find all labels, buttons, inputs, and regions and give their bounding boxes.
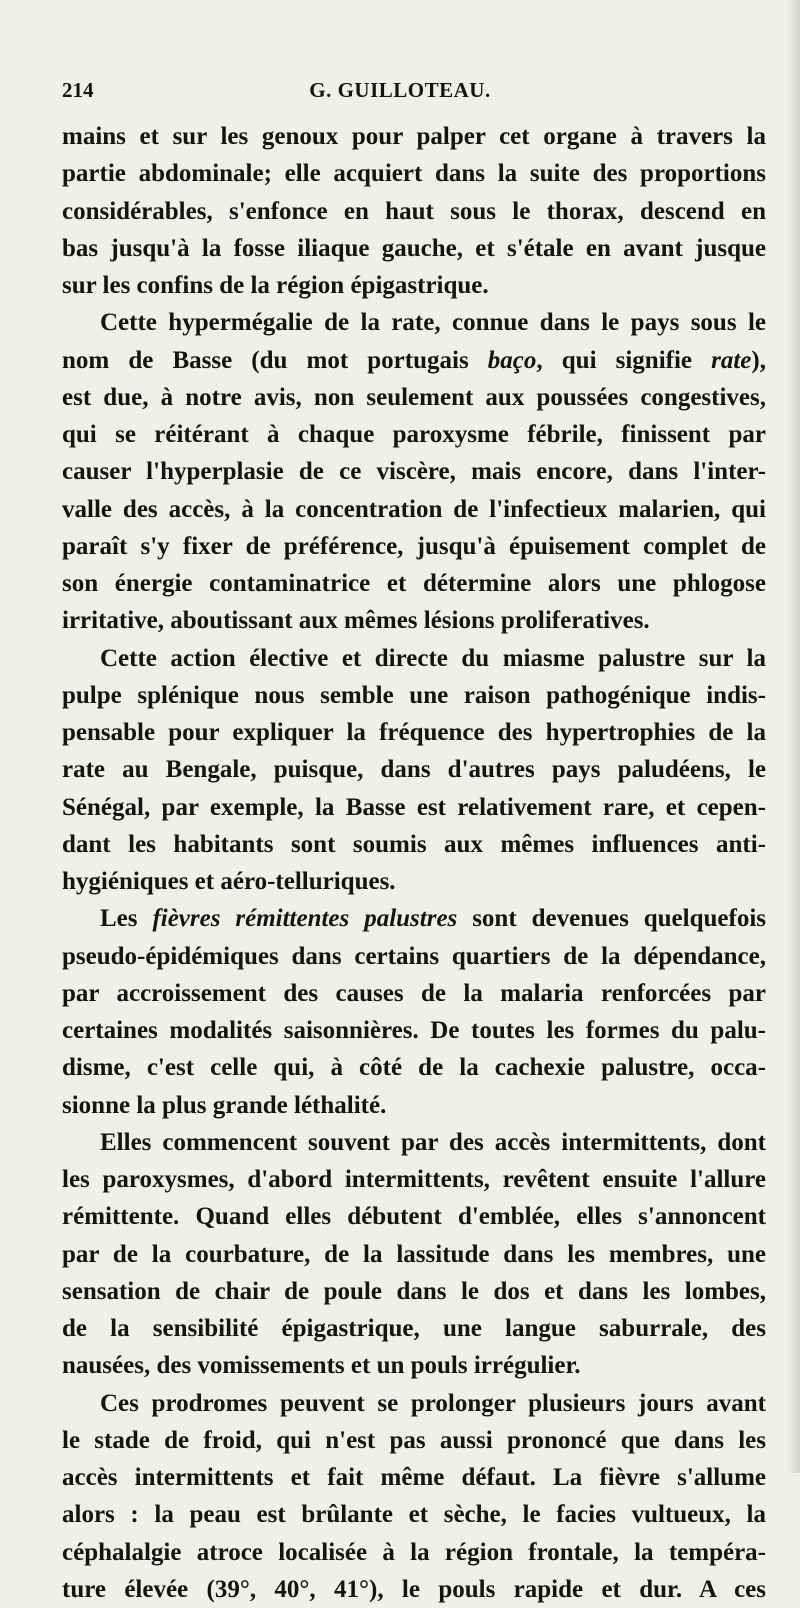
text-line: ture élevée (39°, 40°, 41°), le pouls rapide et dur. A ces: [62, 1575, 766, 1603]
text-line: les paroxysmes, d'abord intermittents, revêtent ensuite l'allure: [62, 1166, 766, 1193]
italic-text: baço: [487, 346, 537, 374]
text-line: certaines modalités saisonnières. De toutes les formes du palu-: [62, 1017, 766, 1044]
text-line: sensation de chair de poule dans le dos et dans les lombes,: [62, 1277, 766, 1305]
text-line: nausées, des vomissements et un pouls irrégulier.: [62, 1352, 581, 1380]
text-line: alors : la peau est brûlante et sèche, le facies vultueux, la: [62, 1501, 766, 1529]
italic-text: fièvres rémittentes palustres: [152, 905, 458, 933]
page-number: 214: [62, 78, 94, 102]
text-line: paraît s'y fixer de préférence, jusqu'à épuisement complet de: [62, 532, 766, 560]
text-line: hygiéniques et aéro-telluriques.: [62, 868, 396, 895]
text-line: Cette action élective et directe du miasme palustre sur la: [100, 644, 766, 672]
text-segment: ),: [751, 346, 766, 374]
text-line: le stade de froid, qui n'est pas aussi prononcé que dans les: [62, 1426, 766, 1454]
page-edge-shadow: [786, 0, 800, 1473]
text-line: mains et sur les genoux pour palper cet organe à travers la: [62, 123, 766, 150]
text-line: céphalalgie atroce localisée à la région frontale, la tempéra-: [62, 1538, 766, 1566]
text-line: partie abdominale; elle acquiert dans la suite des proportions: [62, 160, 766, 188]
text-line: pensable pour expliquer la fréquence des hypertrophies de la: [62, 719, 766, 746]
text-line: par de la courbature, de la lassitude dans les membres, une: [62, 1240, 766, 1268]
text-line: Sénégal, par exemple, la Basse est relativement rare, et cepen-: [62, 793, 766, 821]
text-line: qui se réitérant à chaque paroxysme fébrile, finissent par: [62, 421, 766, 448]
text-line: accès intermittents et fait même défaut. La fièvre s'allume: [62, 1464, 766, 1491]
italic-text: rate: [711, 346, 752, 374]
text-line: Ces prodromes peuvent se prolonger plusieurs jours avant: [100, 1389, 766, 1417]
text-line: [62, 900, 766, 937]
text-line: causer l'hyperplasie de ce viscère, mais encore, dans l'inter-: [62, 458, 766, 486]
text-line: Elles commencent souvent par des accès intermittents, dont: [100, 1128, 766, 1156]
running-head: G. GUILLOTEAU.: [309, 78, 491, 102]
text-line: son énergie contaminatrice et détermine alors une phlogose: [62, 570, 766, 597]
text-line: sur les confins de la région épigastrique.: [62, 272, 489, 299]
text-line: irritative, aboutissant aux mêmes lésions proliferatives.: [62, 607, 650, 635]
text-line: disme, c'est celle qui, à côté de la cachexie palustre, occa-: [62, 1054, 766, 1082]
text-line: valle des accès, à la concentration de l'infectieux malarien, qui: [62, 495, 766, 523]
text-segment: nom de Basse (du mot portugais: [62, 346, 488, 374]
body-text: [62, 118, 766, 1608]
text-line: considérables, s'enfonce en haut sous le thorax, descend en: [62, 197, 766, 225]
text-line: bas jusqu'à la fosse iliaque gauche, et s'étale en avant jusque: [62, 234, 766, 262]
text-line: rémittente. Quand elles débutent d'emblée, elles s'annoncent: [62, 1203, 766, 1231]
text-segment: , qui signifie: [536, 346, 712, 374]
text-line: est due, à notre avis, non seulement aux poussées congestives,: [62, 383, 766, 411]
text-line: de la sensibilité épigastrique, une langue saburrale, des: [62, 1315, 766, 1342]
text-line: dant les habitants sont soumis aux mêmes influences anti-: [62, 830, 766, 858]
text-line: Cette hypermégalie de la rate, connue dans le pays sous le: [100, 309, 766, 337]
text-line: [62, 342, 766, 379]
text-line: par accroissement des causes de la malaria renforcées par: [62, 979, 766, 1007]
text-line: rate au Bengale, puisque, dans d'autres pays paludéens, le: [62, 756, 766, 784]
text-line: pulpe splénique nous semble une raison pathogénique indis-: [62, 681, 766, 709]
text-segment: Les: [100, 905, 153, 933]
text-segment: sont devenues quelquefois: [457, 905, 767, 933]
page-header: [62, 78, 738, 108]
text-line: pseudo-épidémiques dans certains quartiers de la dépendance,: [62, 942, 766, 970]
text-line: sionne la plus grande léthalité.: [62, 1091, 387, 1119]
